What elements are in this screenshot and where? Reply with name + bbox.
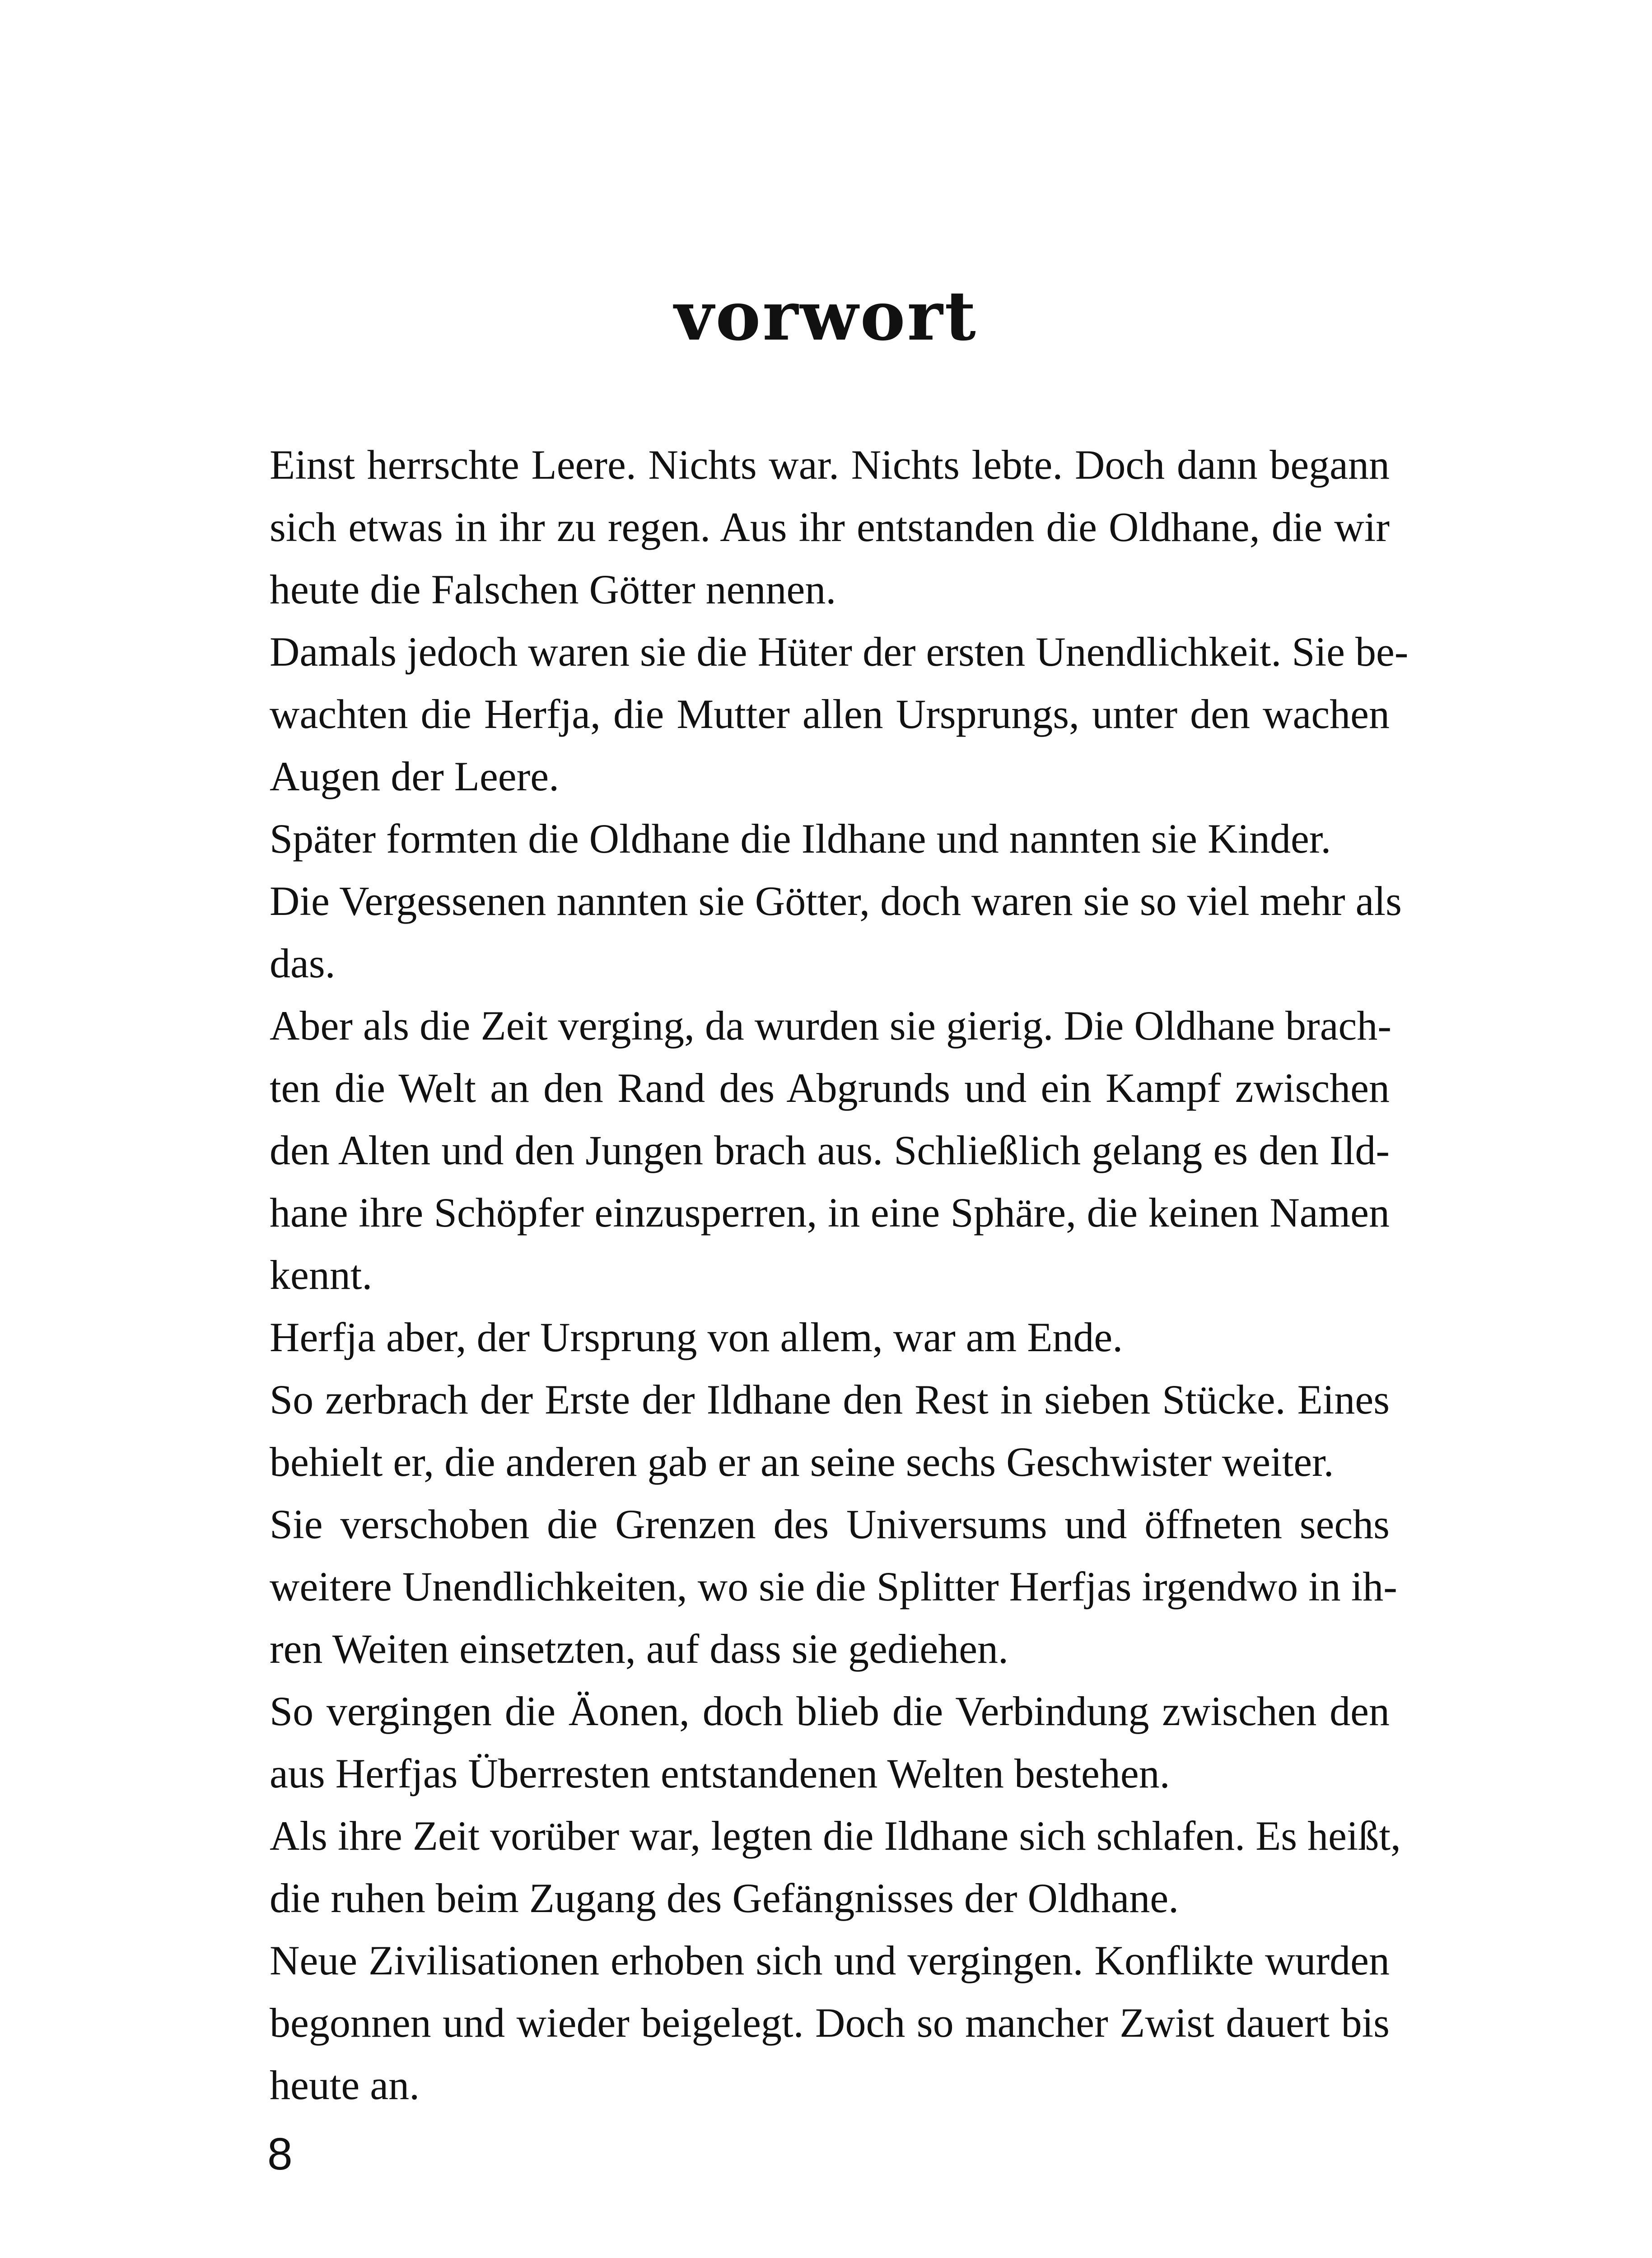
text-line: behielt er, die anderen gab er an seine sechs Geschwister weiter. xyxy=(270,1439,1334,1485)
text-line: Später formten die Oldhane die Ildhane und nannten sie Kinder. xyxy=(270,816,1331,862)
text-line: heute an. xyxy=(270,2062,420,2108)
text-line: begonnen und wieder beigelegt. Doch so mancher Zwist dauert bis xyxy=(270,2000,1390,2046)
text-line: Neue Zivilisationen erhoben sich und vergingen. Konflikte wurden xyxy=(270,1937,1390,1983)
text-line: heute die Falschen Götter nennen. xyxy=(270,566,836,612)
text-line: weitere Unendlichkeiten, wo sie die Splitter Herfjas irgendwo in ih- xyxy=(270,1563,1397,1610)
text-line: Aber als die Zeit verging, da wurden sie gierig. Die Oldhane brach- xyxy=(270,1003,1391,1049)
text-line: kennt. xyxy=(270,1252,373,1298)
text-line: das. xyxy=(270,940,336,986)
text-line: den Alten und den Jungen brach aus. Schließlich gelang es den Ild- xyxy=(270,1127,1390,1173)
text-line: Einst herrschte Leere. Nichts war. Nichts lebte. Doch dann begann xyxy=(270,442,1390,488)
text-line: Damals jedoch waren sie die Hüter der ersten Unendlichkeit. Sie be- xyxy=(270,629,1409,675)
text-line: ren Weiten einsetzten, auf dass sie gediehen. xyxy=(270,1626,1009,1672)
text-line: ten die Welt an den Rand des Abgrunds und ein Kampf zwischen xyxy=(270,1065,1390,1111)
text-line: aus Herfjas Überresten entstandenen Welten bestehen. xyxy=(270,1750,1170,1796)
body-text xyxy=(270,434,1409,2116)
chapter-title: vorwort xyxy=(674,276,978,356)
text-line: Die Vergessenen nannten sie Götter, doch waren sie so viel mehr als xyxy=(270,878,1402,924)
text-line: sich etwas in ihr zu regen. Aus ihr entstanden die Oldhane, die wir xyxy=(270,504,1390,550)
text-line: die ruhen beim Zugang des Gefängnisses der Oldhane. xyxy=(270,1875,1179,1921)
text-line: hane ihre Schöpfer einzusperren, in eine Sphäre, die keinen Namen xyxy=(270,1190,1390,1236)
text-line: So zerbrach der Erste der Ildhane den Rest in sieben Stücke. Eines xyxy=(270,1376,1390,1423)
text-line: Herfja aber, der Ursprung von allem, war am Ende. xyxy=(270,1314,1123,1360)
text-line: Augen der Leere. xyxy=(270,753,560,799)
page-number: 8 xyxy=(267,2129,293,2179)
text-line: Als ihre Zeit vorüber war, legten die Ildhane sich schlafen. Es heißt, xyxy=(270,1813,1401,1859)
text-line: So vergingen die Äonen, doch blieb die Verbindung zwischen den xyxy=(270,1688,1390,1734)
text-line: wachten die Herfja, die Mutter allen Ursprungs, unter den wachen xyxy=(270,691,1390,737)
text-line: Sie verschoben die Grenzen des Universums und öffneten sechs xyxy=(270,1501,1390,1547)
